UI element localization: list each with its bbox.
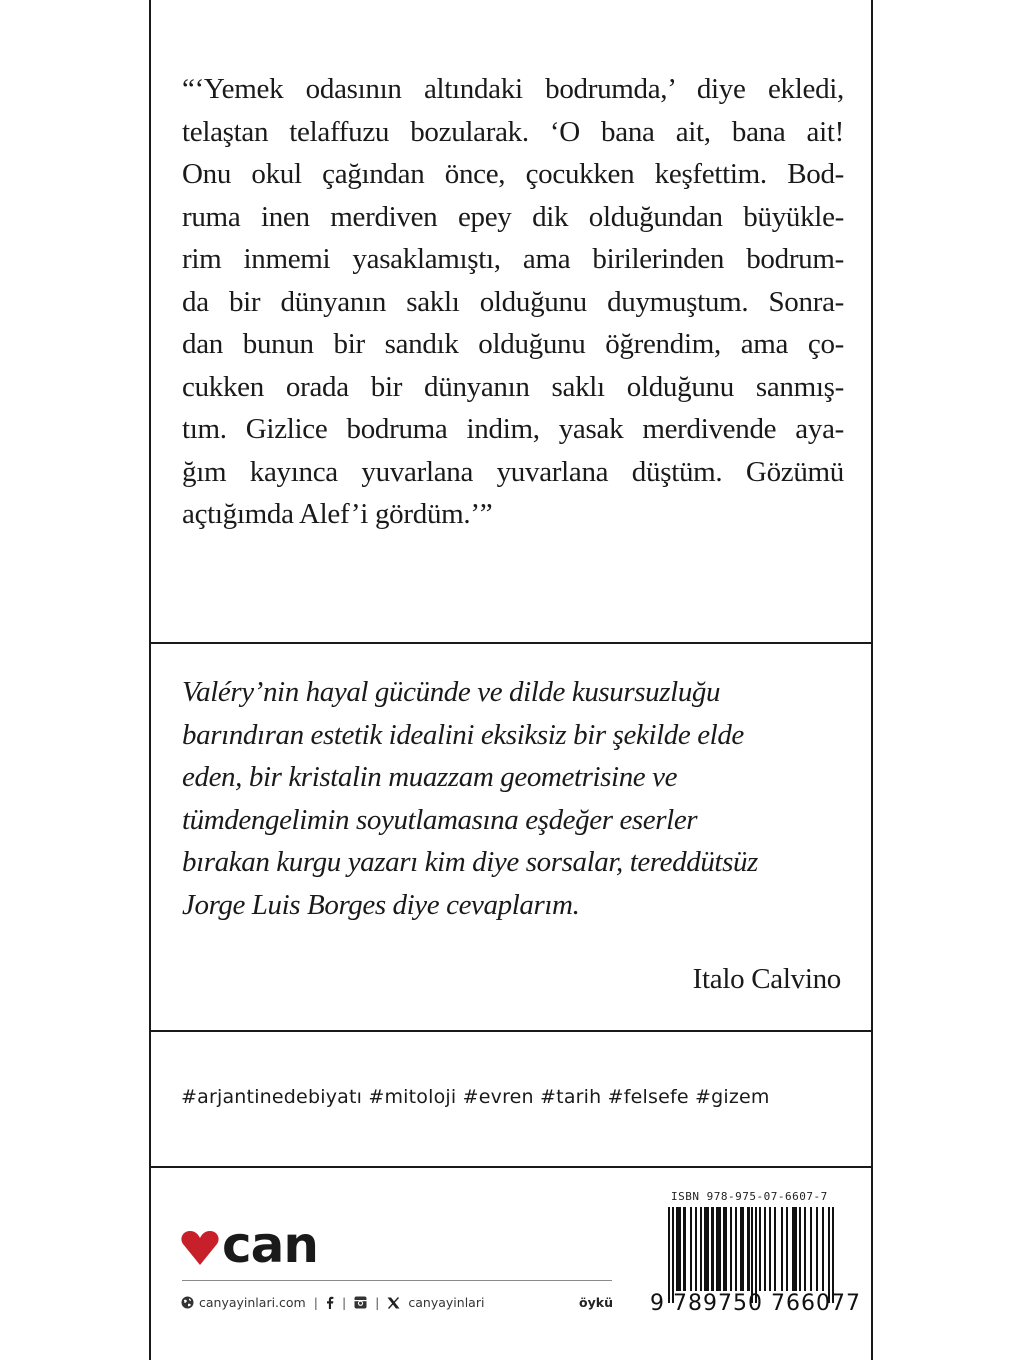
cover-frame-right [871,0,873,1360]
social-handle[interactable]: canyayinlari [408,1295,485,1310]
section-divider [149,1030,873,1032]
publisher-contact-bar [181,1295,613,1310]
genre-label: öykü [579,1295,613,1310]
website-link[interactable]: canyayinlari.com [199,1295,306,1310]
excerpt-line: Onu okul çağından önce, çocukken keşfettim. Bod- [182,158,844,190]
praise-attribution: Italo Calvino [692,963,841,995]
section-divider [149,1166,873,1168]
separator: | [313,1295,318,1310]
publisher-logo [181,1216,318,1274]
excerpt-line: açtığımda Alef’i gördüm.’” [182,498,493,530]
excerpt-line: ruma inen merdiven epey dik olduğundan büyükle- [182,200,844,233]
excerpt-line: telaştan telaffuzu bozularak. ‘O bana ait, bana ait! [182,115,844,148]
book-excerpt [182,68,844,536]
praise-line: Valéry’nin hayal gücünde ve dilde kusursuzluğu [182,676,721,708]
separator: | [375,1295,380,1310]
facebook-icon[interactable] [326,1296,334,1309]
instagram-icon[interactable] [354,1296,367,1309]
excerpt-line: ğım kayınca yuvarlana yuvarlana düştüm. Gözümü [182,455,844,488]
x-icon[interactable] [387,1297,400,1309]
cover-frame-left [149,0,151,1360]
praise-line: barındıran estetik idealini eksiksiz bir şekilde elde [182,718,744,751]
excerpt-line: cukken orada bir dünyanın saklı olduğunu sanmış- [182,370,844,403]
praise-line: bırakan kurgu yazarı kim diye sorsalar, tereddütsüz [182,846,758,878]
footer-rule [182,1280,612,1281]
praise-line: eden, bir kristalin muazzam geometrisine ve [182,761,678,793]
globe-icon [181,1296,194,1309]
praise-line: tümdengelimin soyutlamasına eşdeğer eserler [182,803,698,836]
praise-quote [182,671,844,926]
publisher-wordmark: can [222,1216,318,1274]
excerpt-line: da bir dünyanın saklı olduğunu duymuştum. Sonra- [182,285,844,318]
separator: | [341,1295,347,1310]
barcode [668,1207,838,1303]
excerpt-line: rim inmemi yasaklamıştı, ama birilerinden bodrum- [182,243,844,275]
barcode-digits: 9 789750 766077 [650,1291,861,1316]
isbn-label: ISBN 978-975-07-6607-7 [671,1190,828,1203]
excerpt-line: “‘Yemek odasının altındaki bodrumda,’ diye ekledi, [182,73,844,105]
section-divider [149,642,873,644]
hashtags: #arjantinedebiyatı #mitoloji #evren #tarih #felsefe #gizem [181,1086,770,1108]
praise-line: Jorge Luis Borges diye cevaplarım. [182,888,580,921]
heart-icon [181,1230,219,1266]
excerpt-line: tım. Gizlice bodruma indim, yasak merdivende aya- [182,413,844,445]
excerpt-line: dan bunun bir sandık olduğunu öğrendim, ama ço- [182,328,844,360]
